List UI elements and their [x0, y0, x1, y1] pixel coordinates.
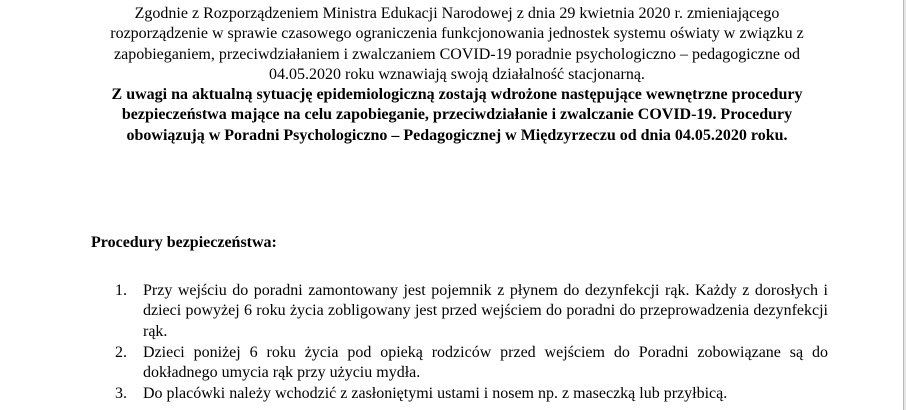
- procedure-text: Do placówki należy wchodzić z zasłoniętymi ustami i nosem np. z maseczką lub przyłbicą.: [143, 385, 728, 403]
- procedure-text: Dzieci poniżej 6 roku życia pod opieką rodziców przed wejściem do Poradni zobowiązane są do dokładnego umycia rąk przy użyciu mydła.: [143, 343, 828, 382]
- procedure-number: 1.: [115, 282, 127, 299]
- procedure-item-2: [86, 343, 828, 384]
- procedure-text: Przy wejściu do poradni zamontowany jest pojemnik z płynem do dezynfekcji rąk. Każdy z dorosłych i dzieci powyżej 6 roku życia zobligowany jest przed wejściem do poradni do przeprowadzenia dezynfekcji rąk.: [143, 282, 828, 340]
- notice-paragraph: Z uwagi na aktualną sytuację epidemiologiczną zostają wdrożone następujące wewnętrzne procedury bezpieczeństwa mające na celu zapobieganie, przeciwdziałanie i zwalczanie COVID-19. Procedury obowiązują w Poradni Psychologiczno – Pedagogicznej w Międzyrzeczu od dnia 04.05.2020 roku.: [111, 86, 803, 144]
- intro-paragraph: Zgodnie z Rozporządzeniem Ministra Edukacji Narodowej z dnia 29 kwietnia 2020 r. zmieniającego rozporządzenie w sprawie czasowego ograniczenia funkcjonowania jednostek systemu oświaty w związku z zapobieganiem, przeciwdziałaniem i zwalczaniem COVID-19 poradnie psychologiczno – pedagogiczne od 04.05.2020 roku wznawiają swoją działalność stacjonarną.: [110, 5, 804, 83]
- procedures-heading: Procedury bezpieczeństwa:: [91, 234, 277, 251]
- procedure-number: 2.: [115, 343, 127, 361]
- procedure-number: 3.: [115, 385, 127, 403]
- procedure-item-3: [86, 384, 828, 404]
- document-body: [86, 0, 828, 403]
- procedure-item-1: [86, 281, 828, 342]
- procedures-list: [86, 281, 828, 406]
